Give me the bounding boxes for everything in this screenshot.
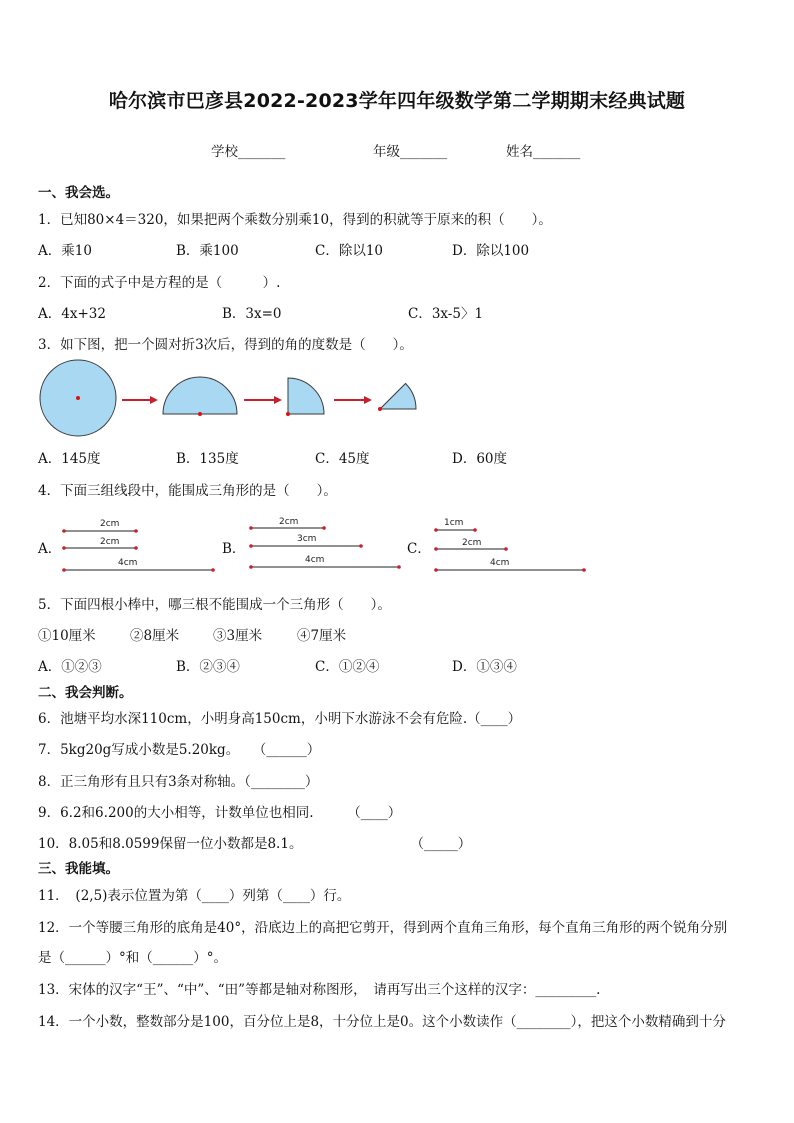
q2-option-a[interactable]: A．4x+32 — [38, 306, 106, 322]
seg-a3-label: 4cm — [118, 558, 138, 568]
arrow-2-head — [274, 396, 282, 404]
arrow-1-head — [150, 396, 158, 404]
seg-b3-label: 4cm — [305, 555, 325, 565]
seg-a2-label: 2cm — [100, 537, 120, 547]
question-14[interactable]: 14．一个小数，整数部分是100，百分位上是8，十分位上是0。这个小数读作（________），把这个小数精确到十分 — [38, 1014, 726, 1030]
half-circle-dot — [198, 412, 202, 416]
seg-b2-label: 3cm — [297, 534, 317, 544]
section-2-heading: 二、我会判断。 — [38, 685, 133, 701]
seg-a1-label: 2cm — [100, 519, 120, 529]
question-7[interactable]: 7．5kg20g写成小数是5.20kg。 （______） — [38, 742, 321, 758]
q5-option-c[interactable]: C．①②④ — [315, 659, 380, 675]
question-1: 1．已知80×4＝320，如果把两个乘数分别乘10，得到的积就等于原来的积（ ）。 — [38, 212, 552, 228]
q2-option-b[interactable]: B．3x=0 — [222, 306, 282, 322]
q1-option-c[interactable]: C．除以10 — [315, 243, 384, 259]
quarter-circle — [288, 378, 324, 414]
q4-option-a[interactable]: A． — [38, 541, 62, 557]
stick-1: ①10厘米 — [38, 628, 96, 644]
q1-option-a[interactable]: A．乘10 — [38, 243, 92, 259]
circle-folding-figure — [36, 358, 436, 440]
circle-center-dot — [76, 396, 80, 400]
q5-option-b[interactable]: B．②③④ — [176, 659, 240, 675]
question-3: 3．如下图，把一个圆对折3次后，得到的角的度数是（ ）。 — [38, 337, 413, 353]
question-11[interactable]: 11． (2,5)表示位置为第（____）列第（____）行。 — [38, 888, 351, 904]
page-title: 哈尔滨市巴彦县2022-2023学年四年级数学第二学期期末经典试题 — [108, 90, 686, 112]
q5-option-d[interactable]: D．①③④ — [452, 659, 517, 675]
grade-field[interactable]: 年级_______ — [373, 144, 448, 160]
question-5: 5．下面四根小棒中，哪三根不能围成一个三角形（ ）。 — [38, 597, 391, 613]
school-field[interactable]: 学校_______ — [211, 144, 286, 160]
q1-option-d[interactable]: D．除以100 — [452, 243, 530, 259]
stick-4: ④7厘米 — [297, 628, 347, 644]
quarter-circle-dot — [286, 412, 290, 416]
q4-option-b[interactable]: B． — [222, 541, 246, 557]
eighth-circle — [380, 384, 416, 410]
half-circle — [163, 377, 237, 414]
question-10[interactable]: 10．8.05和8.0599保留一位小数都是8.1。 （_____） — [38, 836, 472, 852]
q3-option-b[interactable]: B．135度 — [176, 451, 239, 467]
seg-c2-label: 2cm — [462, 538, 482, 548]
q4-segments-a — [58, 512, 218, 578]
question-12-line-2[interactable]: 是（______）°和（______）°。 — [38, 950, 227, 966]
seg-c1-label: 1cm — [444, 518, 464, 528]
question-2: 2．下面的式子中是方程的是（ ）. — [38, 275, 281, 291]
q4-segments-b — [245, 512, 405, 578]
q4-option-c[interactable]: C． — [407, 541, 431, 557]
question-8[interactable]: 8．正三角形有且只有3条对称轴。（________） — [38, 774, 319, 790]
q1-option-b[interactable]: B．乘100 — [176, 243, 239, 259]
seg-b1-label: 2cm — [279, 517, 299, 527]
eighth-circle-dot — [378, 407, 382, 411]
stick-2: ②8厘米 — [130, 628, 180, 644]
q2-option-c[interactable]: C．3x-5〉1 — [408, 306, 484, 322]
stick-3: ③3厘米 — [213, 628, 263, 644]
question-6[interactable]: 6．池塘平均水深110cm，小明身高150cm，小明下水游泳不会有危险.（____） — [38, 711, 522, 727]
q3-option-d[interactable]: D．60度 — [452, 451, 508, 467]
seg-c3-label: 4cm — [490, 558, 510, 568]
question-9[interactable]: 9．6.2和6.200的大小相等，计数单位也相同. （____） — [38, 805, 402, 821]
q5-option-a[interactable]: A．①②③ — [38, 659, 102, 675]
question-4: 4．下面三组线段中，能围成三角形的是（ ）。 — [38, 483, 337, 499]
name-field[interactable]: 姓名_______ — [506, 144, 581, 160]
q3-option-a[interactable]: A．145度 — [38, 451, 101, 467]
section-3-heading: 三、我能填。 — [38, 861, 119, 877]
question-13[interactable]: 13．宋体的汉字“王”、“中”、“田”等都是轴对称图形， 请再写出三个这样的汉字：_________. — [38, 982, 601, 998]
section-1-heading: 一、我会选。 — [38, 185, 119, 201]
question-12-line-1: 12．一个等腰三角形的底角是40°，沿底边上的高把它剪开，得到两个直角三角形，每个直角三角形的两个锐角分别 — [38, 920, 728, 936]
arrow-3-head — [364, 396, 372, 404]
q4-segments-c — [430, 512, 590, 578]
q3-option-c[interactable]: C．45度 — [315, 451, 370, 467]
